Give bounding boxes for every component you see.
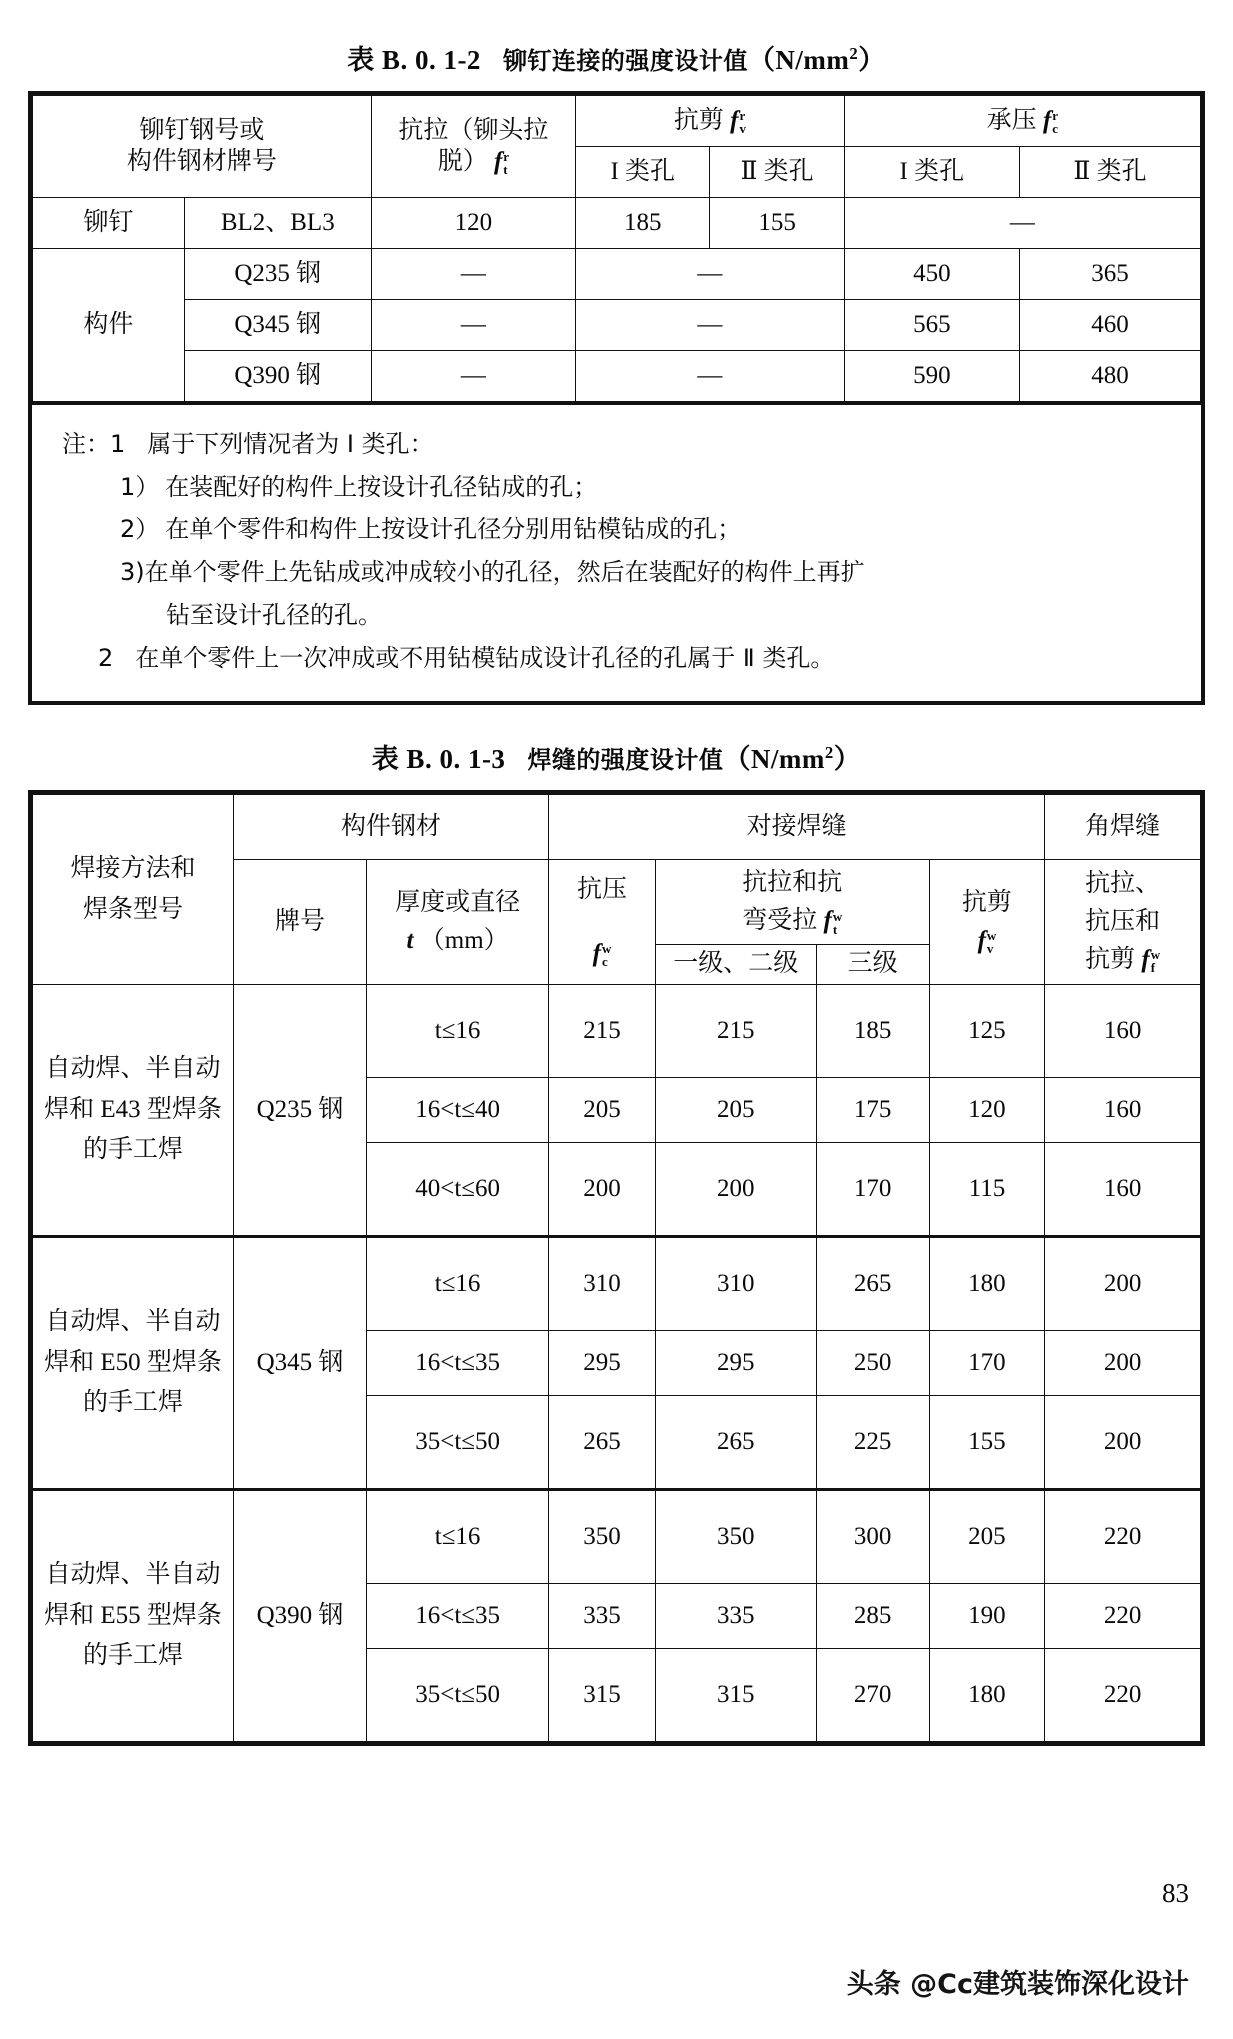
cell-weld-method-line3: 的手工焊 (82, 1642, 183, 1670)
note-text: 在单个零件和构件上按设计孔径分别用钻模钻成的孔； (165, 515, 742, 544)
cell-grade-q345: Q345 钢 (184, 300, 371, 351)
header-material-line1: 铆钉钢号或 (139, 117, 265, 144)
cell-tension: — (371, 300, 575, 351)
table-row (33, 1489, 1201, 1583)
cell-thickness: t≤16 (367, 984, 549, 1077)
watermark-text: 头条 @Cc建筑装饰深化设计 (846, 1969, 1189, 2000)
cell-tension-level3: 225 (816, 1395, 929, 1489)
note-item (62, 466, 1191, 509)
table-b013-title-unit-close: ） (833, 744, 862, 775)
cell-compression: 205 (549, 1077, 656, 1142)
cell-compression: 215 (549, 984, 656, 1077)
symbol-f-r-v-sup: r (739, 108, 746, 124)
cell-shear-merged: — (576, 249, 845, 300)
header-tension-line1: 抗拉（铆头拉 (398, 117, 549, 144)
header-compression-label: 抗压 (577, 876, 628, 904)
table-header-row (33, 96, 1201, 147)
note-text: 在单个零件上一次冲成或不用钻模钻成设计孔径的孔属于 Ⅱ 类孔。 (135, 643, 835, 672)
cell-tension-level3: 185 (816, 984, 929, 1077)
cell-weld-method-line3: 的手工焊 (82, 1136, 183, 1164)
cell-bearing-hole2: 365 (1019, 249, 1200, 300)
header-shear-label: 抗剪 (961, 889, 1012, 917)
table-row (33, 1236, 1201, 1330)
note-item (62, 551, 1191, 594)
header-weld-method (33, 795, 234, 985)
header-tension-bend (655, 860, 929, 945)
cell-shear: 120 (929, 1077, 1045, 1142)
cell-shear-merged: — (576, 300, 845, 351)
table-row (33, 351, 1201, 402)
cell-tension: 120 (371, 198, 575, 249)
cell-weld-method-line1: 自动焊、半自动 (45, 1308, 221, 1336)
header-tension-line2-text: 弯受拉 (742, 907, 818, 935)
cell-group-rivet: 铆钉 (33, 198, 185, 249)
symbol-f-r-c-base: f (1042, 106, 1052, 134)
cell-shear: 115 (929, 1142, 1045, 1236)
cell-thickness: 35<t≤50 (367, 1648, 549, 1741)
cell-tension-level12: 205 (655, 1077, 816, 1142)
header-thickness-line1: 厚度或直径 (395, 889, 521, 917)
cell-tension-level3: 265 (816, 1236, 929, 1330)
note-lead: 注：1 (62, 430, 126, 458)
header-fillet-line1: 抗拉、 (1085, 870, 1161, 898)
cell-shear: 125 (929, 984, 1045, 1077)
note-item (62, 594, 1191, 637)
header-compression (549, 860, 656, 985)
header-brand: 牌号 (233, 860, 366, 985)
cell-fillet: 200 (1045, 1395, 1201, 1489)
table-b013-title-prefix: 表 B. 0. 1-3 (371, 744, 506, 775)
header-group-fillet-weld: 角焊缝 (1045, 795, 1201, 860)
table-row (33, 300, 1201, 351)
cell-bearing-hole2: 480 (1019, 351, 1200, 402)
cell-group-component: 构件 (33, 249, 185, 402)
cell-bearing-hole1: 565 (844, 300, 1019, 351)
note-item (62, 508, 1191, 551)
cell-shear-hole2: 155 (710, 198, 844, 249)
symbol-f-w-t-sub: t (832, 921, 838, 937)
cell-thickness: 40<t≤60 (367, 1142, 549, 1236)
symbol-f-w-t-base: f (823, 907, 832, 935)
cell-tension-level12: 215 (655, 984, 816, 1077)
cell-tension-level12: 200 (655, 1142, 816, 1236)
symbol-f-w-c-sup: w (601, 941, 612, 957)
cell-compression: 315 (549, 1648, 656, 1741)
note-item (62, 637, 1191, 680)
table-b012-title (0, 0, 1233, 91)
cell-compression: 335 (549, 1583, 656, 1648)
cell-grade-q390: Q390 钢 (184, 351, 371, 402)
cell-tension-level3: 270 (816, 1648, 929, 1741)
table-b013-title-unit-open: （N/mm (723, 744, 825, 775)
cell-weld-method-line3: 的手工焊 (82, 1389, 183, 1417)
cell-fillet: 220 (1045, 1648, 1201, 1741)
cell-shear: 180 (929, 1236, 1045, 1330)
symbol-f-w-f-sup: w (1150, 947, 1161, 963)
table-b012-body (33, 198, 1201, 402)
header-tension-line1: 抗拉和抗 (742, 869, 843, 897)
symbol-f-r-t-sup: r (503, 148, 510, 164)
cell-fillet: 220 (1045, 1489, 1201, 1583)
cell-weld-method (33, 1489, 234, 1741)
cell-compression: 295 (549, 1330, 656, 1395)
cell-compression: 200 (549, 1142, 656, 1236)
cell-thickness: 16<t≤35 (367, 1330, 549, 1395)
header-thickness (367, 860, 549, 985)
cell-brand: Q390 钢 (233, 1489, 366, 1741)
symbol-f-r-t-base: f (493, 147, 503, 175)
cell-compression: 350 (549, 1489, 656, 1583)
note-text: 在单个零件上先钻成或冲成较小的孔径，然后在装配好的构件上再扩 (144, 558, 865, 587)
table-header-row-groups (33, 795, 1201, 860)
header-level-3: 三级 (816, 945, 929, 985)
symbol-f-w-t-sup: w (832, 908, 843, 924)
cell-fillet: 160 (1045, 1142, 1201, 1236)
symbol-f-r-c-sub: c (1052, 121, 1059, 137)
table-b012-container (28, 91, 1205, 705)
symbol-thickness-var: t (406, 927, 414, 955)
cell-fillet: 200 (1045, 1330, 1201, 1395)
cell-brand: Q235 钢 (233, 984, 366, 1236)
cell-weld-method-line2: 焊和 E55 型焊条 (44, 1601, 222, 1629)
header-group-component-steel: 构件钢材 (233, 795, 548, 860)
symbol-f-w-v-base: f (977, 927, 986, 955)
cell-grade-q235: Q235 钢 (184, 249, 371, 300)
header-fillet-line3 (1047, 941, 1198, 979)
cell-weld-method-line1: 自动焊、半自动 (45, 1561, 221, 1589)
header-shear (576, 96, 845, 147)
header-hole-class-2-shear: Ⅱ 类孔 (710, 147, 844, 198)
note-item (62, 423, 1191, 466)
header-fillet-line2: 抗压和 (1085, 908, 1161, 936)
table-b013-title-main: 焊缝的强度设计值 (527, 746, 724, 775)
table-b012-title-unit-open: （N/mm (747, 45, 850, 75)
header-hole-class-1-shear: I 类孔 (576, 147, 710, 198)
symbol-f-r-t (494, 148, 509, 175)
header-material-grade (33, 96, 372, 198)
cell-tension-level3: 285 (816, 1583, 929, 1648)
table-b012-head (33, 96, 1201, 198)
table-b012-title-main: 铆钉连接的强度设计值 (502, 47, 748, 75)
symbol-f-w-v (932, 922, 1043, 960)
note-lead: 2 (98, 643, 114, 672)
table-b013-container (28, 790, 1205, 1746)
cell-bearing-merged: — (844, 198, 1200, 249)
symbol-f-w-f-sub: f (1150, 960, 1156, 976)
note-text: 钻至设计孔径的孔。 (166, 600, 382, 629)
table-b013-title-unit-sup: 2 (824, 743, 834, 763)
note-lead: 2） (120, 515, 160, 544)
symbol-f-r-v (730, 106, 746, 137)
table-row (33, 249, 1201, 300)
cell-thickness: t≤16 (367, 1236, 549, 1330)
header-tension (371, 96, 575, 198)
header-material-line2: 构件钢材牌号 (126, 147, 277, 175)
table-b012-title-unit-close: ） (858, 45, 886, 75)
symbol-f-w-c-sub: c (601, 954, 608, 970)
cell-tension-level12: 265 (655, 1395, 816, 1489)
table-b012-title-prefix: 表 B. 0. 1-2 (347, 45, 481, 75)
header-fillet (1045, 860, 1201, 985)
header-bearing-text: 承压 (986, 106, 1037, 134)
symbol-f-r-v-base: f (730, 106, 739, 134)
symbol-f-w-v-sup: w (986, 928, 997, 944)
table-b012-title-unit-sup: 2 (849, 44, 859, 63)
cell-bearing-hole1: 450 (844, 249, 1019, 300)
cell-tension-level12: 315 (655, 1648, 816, 1741)
cell-thickness: 16<t≤35 (367, 1583, 549, 1648)
header-shear-text: 抗剪 (673, 106, 724, 134)
header-tension-line2-text: 脱） (437, 147, 488, 175)
header-bearing (844, 96, 1200, 147)
cell-bearing-hole2: 460 (1019, 300, 1200, 351)
note-text: 在装配好的构件上按设计孔径钻成的孔； (165, 472, 598, 501)
cell-weld-method-line2: 焊和 E50 型焊条 (44, 1348, 222, 1376)
table-b013 (32, 794, 1201, 1742)
cell-thickness: 35<t≤50 (367, 1395, 549, 1489)
symbol-f-r-c-sup: r (1052, 108, 1059, 124)
header-hole-class-1-bearing: I 类孔 (844, 147, 1019, 198)
cell-tension-level12: 310 (655, 1236, 816, 1330)
cell-shear: 205 (929, 1489, 1045, 1583)
symbol-f-r-t-sub: t (503, 161, 508, 177)
table-b012 (32, 95, 1201, 402)
cell-tension-level12: 335 (655, 1583, 816, 1648)
header-group-butt-weld: 对接焊缝 (549, 795, 1045, 860)
symbol-f-w-c-base: f (592, 940, 601, 968)
table-row (33, 198, 1201, 249)
note-lead: 3) (120, 558, 145, 587)
cell-tension-level12: 350 (655, 1489, 816, 1583)
table-b013-title (0, 705, 1233, 790)
header-weld-method-line1: 焊接方法和 (70, 855, 196, 883)
symbol-f-w-f-base: f (1141, 946, 1150, 974)
header-tension-line2 (658, 902, 927, 940)
header-thickness-line2 (369, 922, 546, 960)
cell-weld-method (33, 984, 234, 1236)
cell-fillet: 220 (1045, 1583, 1201, 1648)
cell-fillet: 160 (1045, 984, 1201, 1077)
cell-weld-method-line1: 自动焊、半自动 (45, 1055, 221, 1083)
cell-thickness: 16<t≤40 (367, 1077, 549, 1142)
symbol-f-r-v-sub: v (739, 121, 746, 137)
note-text: 属于下列情况者为 I 类孔： (147, 430, 434, 458)
cell-tension-level12: 295 (655, 1330, 816, 1395)
cell-weld-method-line2: 焊和 E43 型焊条 (44, 1095, 222, 1123)
symbol-f-w-t (823, 907, 843, 937)
cell-tension-level3: 250 (816, 1330, 929, 1395)
cell-fillet: 200 (1045, 1236, 1201, 1330)
cell-shear: 190 (929, 1583, 1045, 1648)
cell-grade-bl: BL2、BL3 (184, 198, 371, 249)
symbol-f-w-f (1141, 946, 1161, 976)
cell-fillet: 160 (1045, 1077, 1201, 1142)
cell-tension: — (371, 351, 575, 402)
cell-shear: 180 (929, 1648, 1045, 1741)
cell-tension-level3: 300 (816, 1489, 929, 1583)
header-hole-class-2-bearing: Ⅱ 类孔 (1019, 147, 1200, 198)
cell-tension: — (371, 249, 575, 300)
header-shear (929, 860, 1045, 985)
table-row (33, 984, 1201, 1077)
cell-brand: Q345 钢 (233, 1236, 366, 1489)
header-level-12: 一级、二级 (655, 945, 816, 985)
symbol-f-w-v-sub: v (986, 941, 994, 957)
cell-shear-hole1: 185 (576, 198, 710, 249)
cell-compression: 265 (549, 1395, 656, 1489)
page-number: 83 (1162, 1878, 1189, 1908)
note-lead: 1） (120, 472, 160, 501)
table-b013-body (33, 984, 1201, 1741)
cell-thickness: t≤16 (367, 1489, 549, 1583)
cell-tension-level3: 175 (816, 1077, 929, 1142)
symbol-f-r-c (1042, 106, 1059, 137)
cell-tension-level3: 170 (816, 1142, 929, 1236)
cell-bearing-hole1: 590 (844, 351, 1019, 402)
header-tension-line2 (374, 147, 573, 178)
table-b012-notes (32, 402, 1201, 701)
cell-shear-merged: — (576, 351, 845, 402)
table-b013-head (33, 795, 1201, 985)
header-fillet-line3-text: 抗剪 (1085, 946, 1136, 974)
cell-compression: 310 (549, 1236, 656, 1330)
header-thickness-unit: （mm） (419, 927, 509, 955)
header-weld-method-line2: 焊条型号 (82, 895, 183, 923)
cell-shear: 170 (929, 1330, 1045, 1395)
cell-shear: 155 (929, 1395, 1045, 1489)
symbol-f-w-c (551, 935, 653, 973)
cell-weld-method (33, 1236, 234, 1489)
